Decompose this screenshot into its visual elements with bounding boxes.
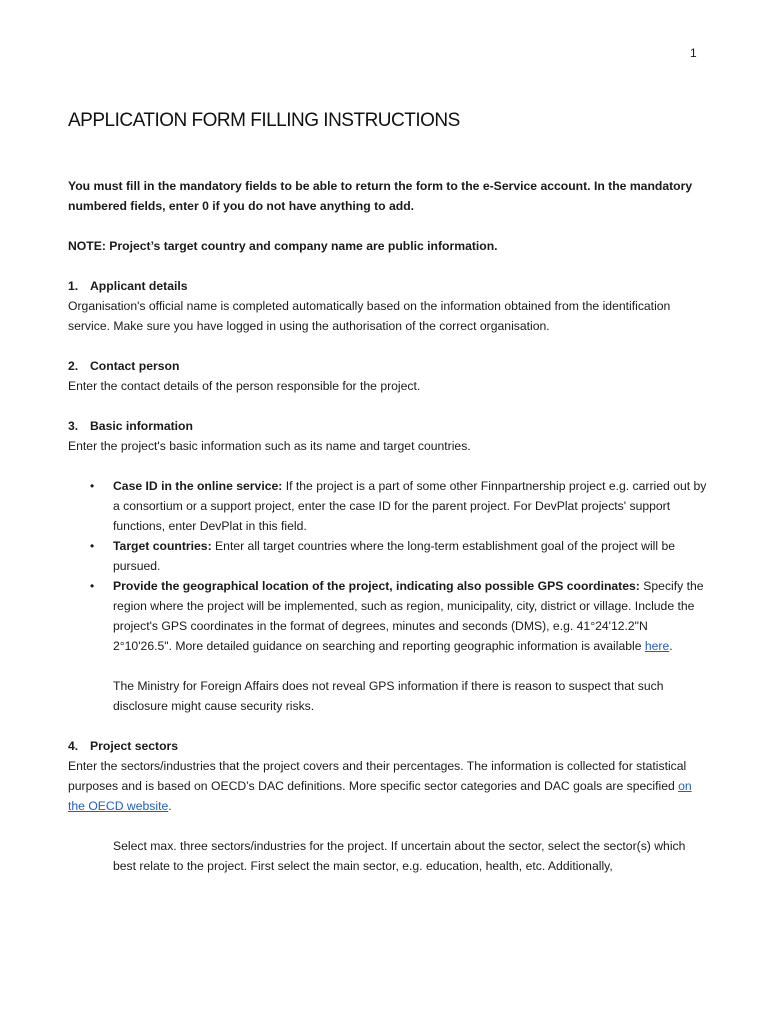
list-item-text-end: . bbox=[669, 639, 673, 653]
basic-information-list bbox=[68, 476, 708, 656]
bullet-icon: • bbox=[90, 479, 95, 493]
sectors-selection-note: Select max. three sectors/industries for the project. If uncertain about the sector, select the sector(s) which best relate to the project. First select the main sector, e.g. education, health, etc. Additionally, bbox=[113, 839, 686, 873]
list-item-text: Enter all target countries where the long-term establishment goal of the project will be pursued. bbox=[113, 539, 676, 573]
public-info-note: NOTE: Project’s target country and company name are public information. bbox=[68, 239, 498, 253]
gps-disclosure-note: The Ministry for Foreign Affairs does not reveal GPS information if there is reason to suspect that such disclosure might cause security risks. bbox=[113, 679, 664, 713]
section-heading: Basic information bbox=[90, 419, 193, 433]
section-applicant-details-body: Organisation's official name is completed automatically based on the information obtained from the identification service. Make sure you have logged in using the authorisation of the correct organisation. bbox=[68, 299, 671, 333]
page-number: 1 bbox=[690, 46, 697, 60]
intro-text: You must fill in the mandatory fields to be able to return the form to the e-Service account. In the mandatory numbered fields, enter 0 if you do not have anything to add. bbox=[68, 179, 693, 213]
list-item bbox=[68, 476, 708, 536]
section-basic-information-heading bbox=[68, 416, 708, 436]
section-contact-person-heading bbox=[68, 356, 708, 376]
geographic-guidance-link[interactable]: here bbox=[644, 639, 670, 653]
section-number: 4. bbox=[68, 739, 79, 753]
bullet-icon: • bbox=[90, 579, 95, 593]
page-title: APPLICATION FORM FILLING INSTRUCTIONS bbox=[68, 110, 460, 131]
document-body bbox=[68, 176, 708, 876]
oecd-website-link[interactable]: on the OECD website bbox=[68, 779, 692, 813]
list-item-label: Target countries: bbox=[113, 539, 212, 553]
section-heading: Project sectors bbox=[90, 739, 179, 753]
list-item-text: If the project is a part of some other Finnpartnership project e.g. carried out by a consortium or a support project, enter the case ID for the parent project. For DevPlat projects' support functions, enter DevPlat in this field. bbox=[113, 479, 707, 533]
list-item-label: Provide the geographical location of the project, indicating also possible GPS coordinates: bbox=[113, 579, 640, 593]
section-heading: Applicant details bbox=[90, 279, 188, 293]
section-number: 1. bbox=[68, 279, 79, 293]
section-heading: Contact person bbox=[90, 359, 180, 373]
list-item-text: Specify the region where the project will be implemented, such as region, municipality, city, district or village. Include the project's GPS coordinates in the format of degrees, minutes and seconds (DMS), e.g. 41°24'12.2"N 2°10'26.5". More detailed guidance on searching and reporting geographic information is available bbox=[113, 579, 704, 653]
section-body-text: Enter the sectors/industries that the project covers and their percentages. The information is collected for statistical purposes and is based on OECD’s DAC definitions. More specific sector categories and DAC goals are specified bbox=[68, 759, 687, 793]
section-number: 3. bbox=[68, 419, 79, 433]
section-project-sectors-heading bbox=[68, 736, 708, 756]
section-applicant-details-heading bbox=[68, 276, 708, 296]
section-number: 2. bbox=[68, 359, 79, 373]
list-item bbox=[68, 576, 708, 656]
section-basic-information-body: Enter the project's basic information such as its name and target countries. bbox=[68, 439, 471, 453]
section-project-sectors-body bbox=[68, 756, 708, 816]
section-contact-person-body: Enter the contact details of the person responsible for the project. bbox=[68, 379, 421, 393]
list-item bbox=[68, 536, 708, 576]
section-body-text-end: . bbox=[168, 799, 172, 813]
list-item-label: Case ID in the online service: bbox=[113, 479, 283, 493]
bullet-icon: • bbox=[90, 539, 95, 553]
